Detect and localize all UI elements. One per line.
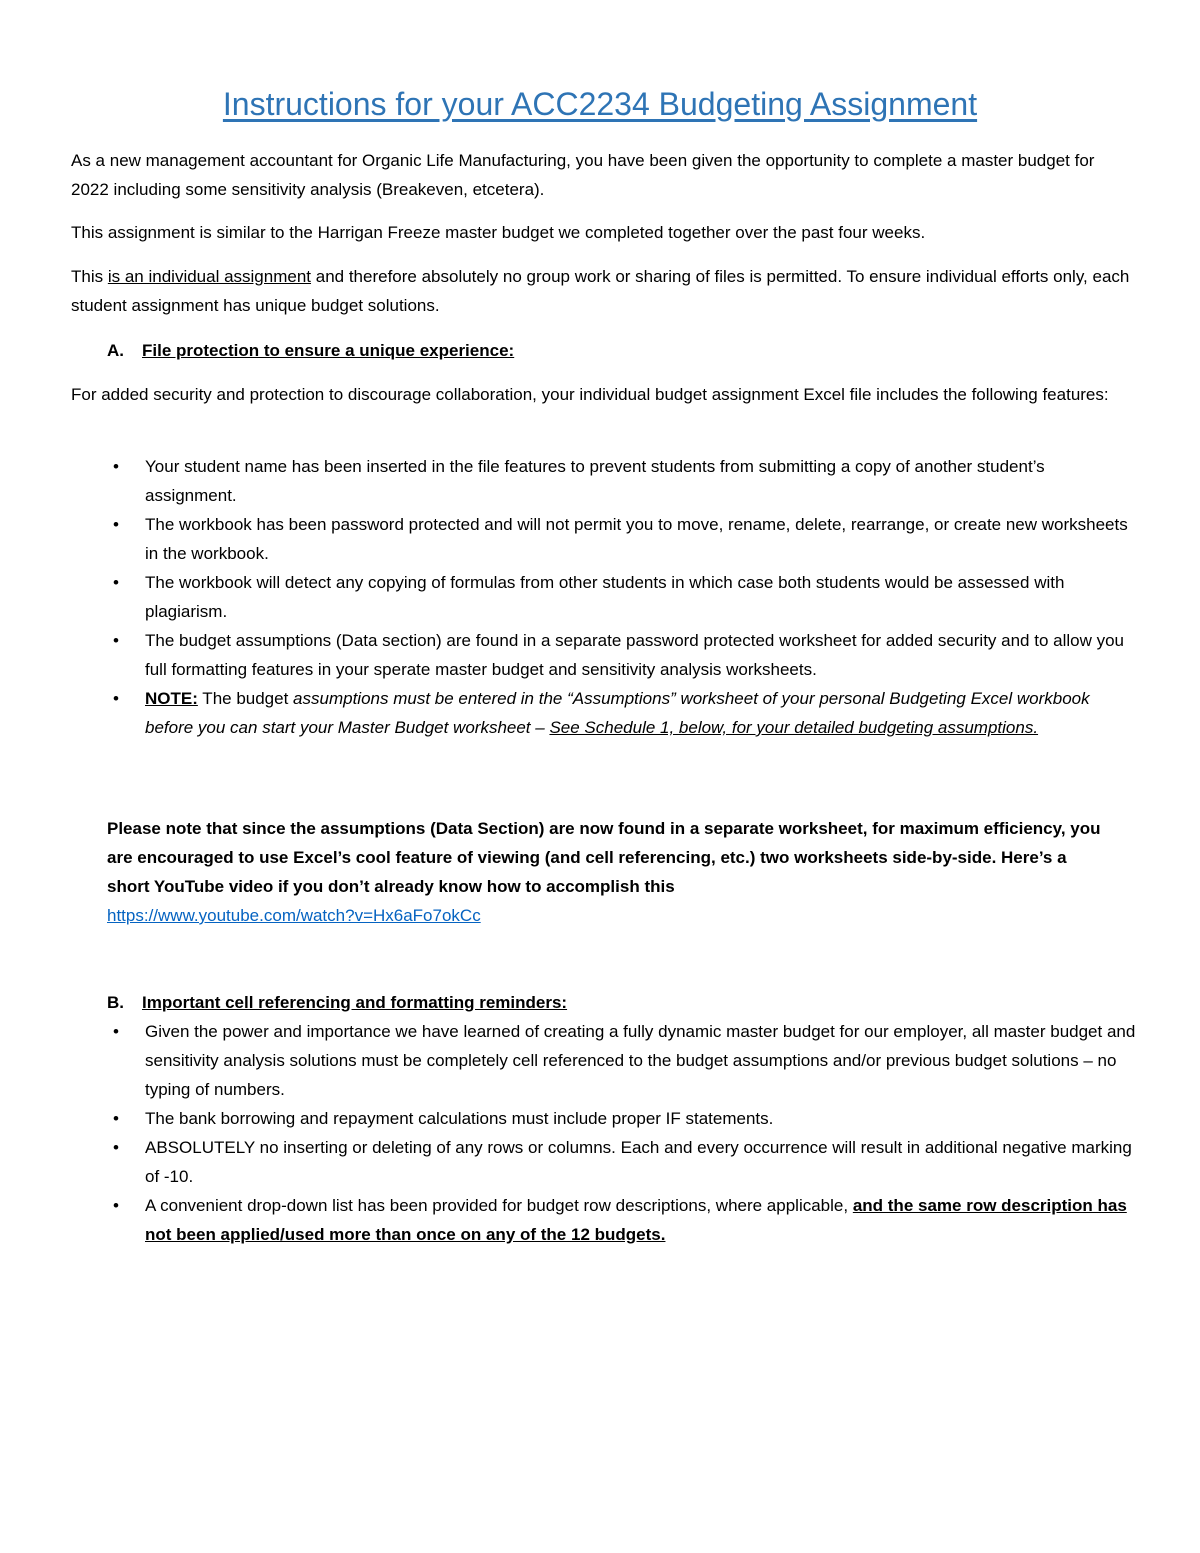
section-a-bullet-list	[0, 452, 1140, 742]
section-b-letter: B.	[107, 993, 124, 1012]
list-item	[0, 452, 1140, 510]
intro-p3-start: This	[71, 267, 108, 286]
bullet-text: Given the power and importance we have learned of creating a fully dynamic master budget for our employer, all master budget and sensitivity analysis solutions must be completely cell referenced to the budget assumptions and/or previous budget solutions – no typing of numbers.	[145, 1022, 1136, 1099]
section-a-letter: A.	[107, 341, 124, 360]
note-schedule-reference: See Schedule 1, below, for your detailed budgeting assumptions.	[549, 718, 1039, 737]
bullet-text: Your student name has been inserted in the file features to prevent students from submitting a copy of another student’s assignment.	[145, 457, 1045, 505]
intro-p3-end: and therefore absolutely no group work or sharing of files is permitted. To ensure individual efforts only, each student assignment has unique budget solutions.	[71, 267, 1130, 315]
bullet-icon: •	[113, 1109, 119, 1128]
note-label: NOTE:	[145, 689, 198, 708]
bullet-icon: •	[113, 1138, 119, 1157]
bullet-text: The budget assumptions (Data section) are found in a separate password protected worksheet for added security and to allow you full formatting features in your sperate master budget and sensitivity analysis worksheets.	[145, 631, 1125, 679]
section-b-title: Important cell referencing and formatting reminders:	[142, 993, 568, 1012]
bullet-icon: •	[113, 631, 119, 650]
bullet-icon: •	[113, 1196, 119, 1215]
note-plain: The budget	[197, 689, 294, 708]
section-a-heading	[107, 336, 514, 365]
list-item	[0, 1104, 1140, 1133]
list-item	[0, 568, 1140, 626]
bullet-text: ABSOLUTELY no inserting or deleting of any rows or columns. Each and every occurrence will result in additional negative marking of -10.	[145, 1138, 1132, 1186]
bullet-icon: •	[113, 1022, 119, 1041]
youtube-link[interactable]: https://www.youtube.com/watch?v=Hx6aFo7okCc	[107, 906, 481, 925]
bullet-emphasis: and the same row description has not been applied/used more than once on any of the 12 budgets.	[145, 1196, 1127, 1244]
please-note-paragraph	[107, 814, 1107, 930]
list-item-note	[0, 684, 1140, 742]
please-note-text: Please note that since the assumptions (Data Section) are now found in a separate worksheet, for maximum efficiency, you are encouraged to use Excel’s cool feature of viewing (and cell referencing, etc.) two worksheets side-by-side. Here’s a short YouTube video if you don’t already know how to accomplish this	[107, 819, 1101, 896]
section-a-title: File protection to ensure a unique experience:	[142, 341, 515, 360]
list-item	[0, 626, 1140, 684]
bullet-icon: •	[113, 515, 119, 534]
list-item	[0, 1191, 1140, 1249]
bullet-text: The workbook has been password protected and will not permit you to move, rename, delete, rearrange, or create new worksheets in the workbook.	[145, 515, 1128, 563]
intro-paragraph-2: This assignment is similar to the Harrigan Freeze master budget we completed together over the past four weeks.	[71, 223, 926, 242]
bullet-text: The workbook will detect any copying of formulas from other students in which case both students would be assessed with plagiarism.	[145, 573, 1065, 621]
individual-assignment-emphasis: is an individual assignment	[107, 267, 312, 286]
intro-paragraph-3	[71, 262, 1131, 320]
list-item	[0, 1017, 1140, 1104]
bullet-text: The bank borrowing and repayment calculations must include proper IF statements.	[145, 1109, 774, 1128]
note-italic: assumptions must be entered in the “Assumptions” worksheet of your personal Budgeting Excel workbook before you can start your Master Budget worksheet –	[145, 689, 1090, 737]
intro-paragraph-1: As a new management accountant for Organic Life Manufacturing, you have been given the opportunity to complete a master budget for 2022 including some sensitivity analysis (Breakeven, etcetera).	[71, 151, 1095, 199]
bullet-icon: •	[113, 573, 119, 592]
section-b-bullet-list	[0, 1017, 1140, 1249]
section-a-intro: For added security and protection to discourage collaboration, your individual budget assignment Excel file includes the following features:	[71, 385, 1109, 404]
section-b-heading	[107, 988, 567, 1017]
list-item	[0, 1133, 1140, 1191]
bullet-text: A convenient drop-down list has been provided for budget row descriptions, where applicable,	[145, 1196, 853, 1215]
bullet-icon: •	[113, 457, 119, 476]
page-title: Instructions for your ACC2234 Budgeting Assignment	[222, 86, 978, 122]
list-item	[0, 510, 1140, 568]
bullet-icon: •	[113, 689, 119, 708]
